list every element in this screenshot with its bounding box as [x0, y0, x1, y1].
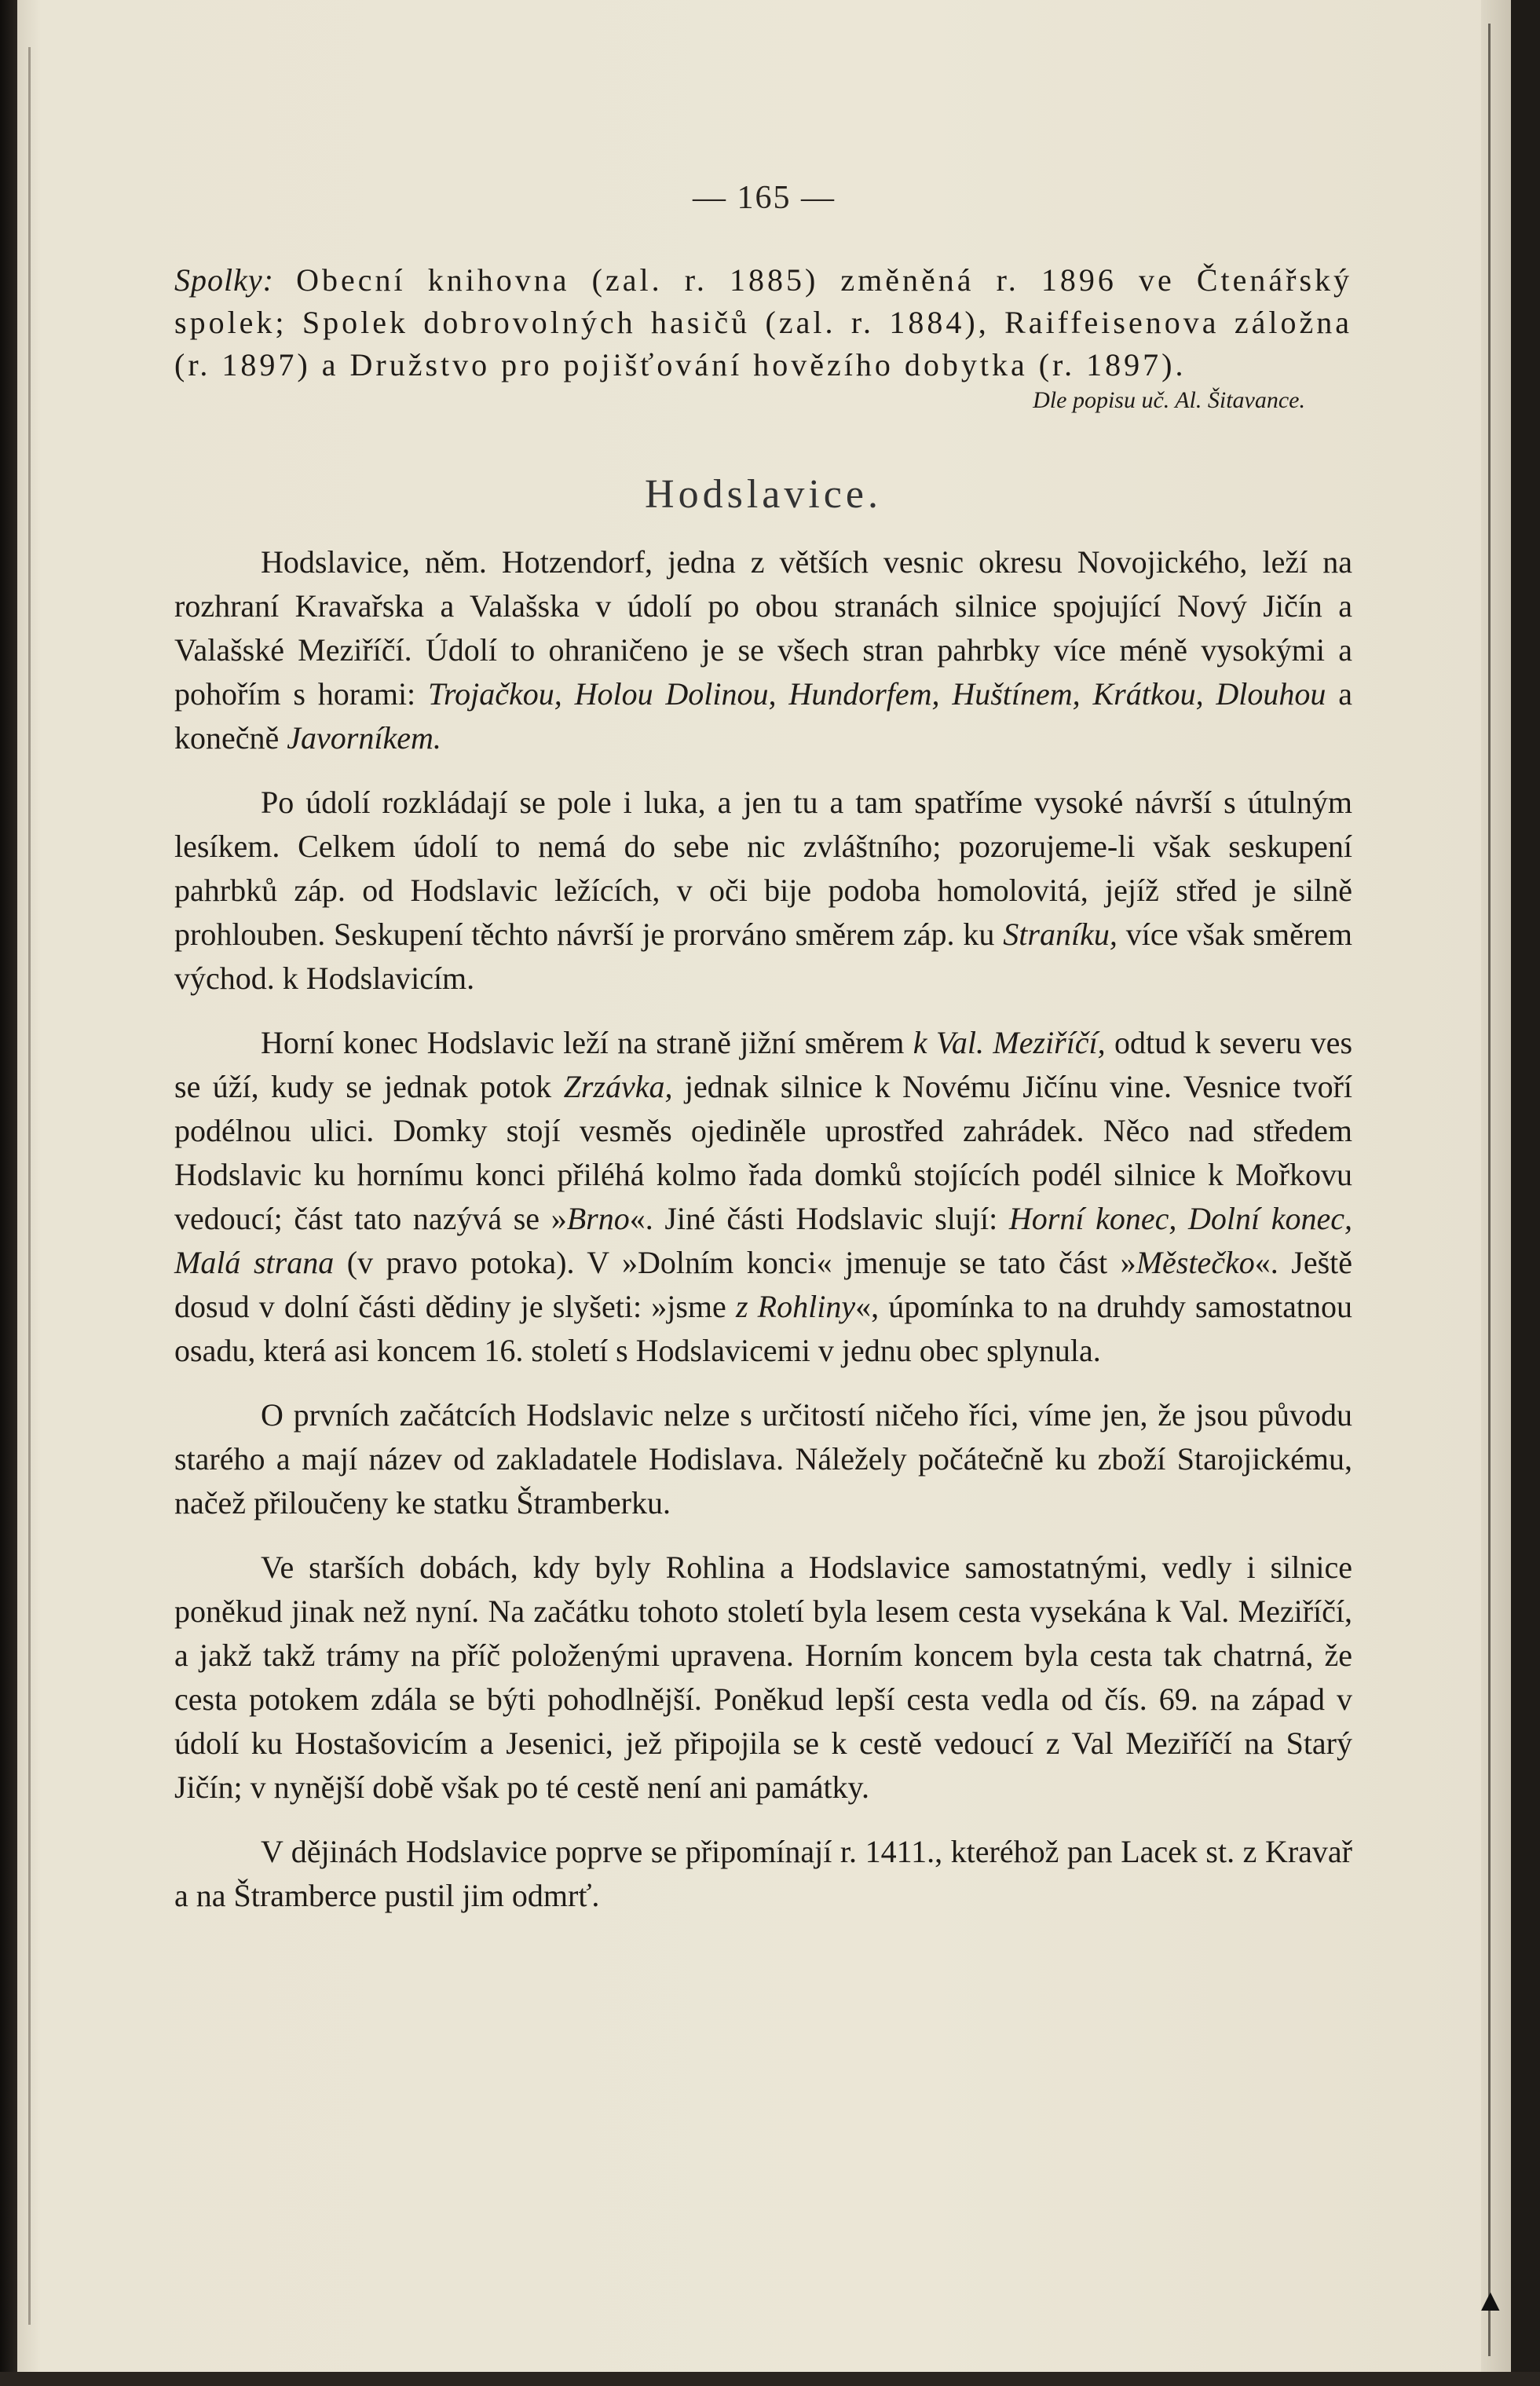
paragraph-4: O prvních začátcích Hodslavic nelze s určitostí ničeho říci, víme jen, že jsou původu starého a mají název od zakladatele Hodislava. Náležely počátečně ku zboží Starojickému, načež přiloučeny ke statku Štramberku. — [174, 1397, 1352, 1521]
p3-text-a: Horní konec Hodslavic leží na straně jižní směrem — [261, 1025, 913, 1060]
paragraph-6: V dějinách Hodslavice poprve se připomínají r. 1411., kteréhož pan Lacek st. z Kravař a na Štramberce pustil jim odmrť. — [174, 1834, 1352, 1913]
spolky-paragraph — [174, 259, 1352, 386]
paragraph-1 — [174, 540, 1352, 760]
p3-italic-1: k Val. Meziříčí, — [913, 1025, 1106, 1060]
p1-italic-2: Javorníkem. — [287, 720, 441, 756]
page-number: — 165 — — [693, 180, 836, 216]
spolky-text: Obecní knihovna (zal. r. 1885) změněná r. 1896 ve Čtenářský spolek; Spolek dobrovolných hasičů (zal. r. 1884), Raiffeisenova záložna (r. 1897) a Družstvo pro pojišťování hovězího dobytka (r. 1897). — [174, 262, 1353, 382]
p3-italic-5: Městečko — [1136, 1245, 1255, 1280]
p3-text-d: «. Jiné části Hodslavic slují: — [629, 1201, 1009, 1236]
p2-text-a: Po údolí rozkládají se pole i luka, a jen tu a tam spatříme vysoké návrší s útulným lesíkem. Celkem údolí to nemá do sebe nic zvláštního; pozorujeme-li však seskupení pahrbků záp. od Hodslavic ležících, v oči bije podoba homolovitá, jejíž střed je silně prohlouben. Seskupení těchto návrší je prorváno směrem záp. ku — [174, 785, 1352, 952]
page-right-edge — [1481, 0, 1511, 2372]
p3-italic-6: z Rohliny — [735, 1289, 856, 1324]
p3-text-e: (v pravo potoka). V »Dolním konci« jmenuje se tato část » — [334, 1245, 1136, 1280]
p3-italic-3: Brno — [566, 1201, 630, 1236]
p1-text-a: Hodslavice, něm. Hotzendorf, jedna z větších vesnic okresu Novojického, leží na rozhraní Kravařska a Valašska v údolí po obou stranách silnice spojující Nový Jičín a Valašské Meziříčí. Údolí to ohraničeno je se všech stran pahrbky více méně vysokými a pohořím s horami: — [174, 544, 1352, 712]
p3-text-c: jednak silnice k Novému Jičínu vine. Vesnice tvoří podélnou ulici. Domky stojí vesměs ojediněle uprostřed zahrádek. Něco nad středem Hodslavic ku hornímu konci přiléhá kolmo řada domků stojících podél silnice k Mořkovu vedoucí; část tato nazývá se » — [174, 1069, 1352, 1236]
p1-text-b: a konečně — [174, 676, 1352, 756]
section-heading: Hodslavice. — [645, 472, 882, 517]
gutter-shadow — [28, 47, 31, 2325]
p2-italic-1: Straníku, — [1003, 917, 1118, 952]
spolky-lead: Spolky: — [174, 262, 274, 298]
p3-italic-2: Zrzávka, — [563, 1069, 673, 1104]
paragraph-5: Ve starších dobách, kdy byly Rohlina a Hodslavice samostatnými, vedly i silnice poněkud jinak než nyní. Na začátku tohoto století byla lesem cesta vysekána k Val. Meziříčí, a jakž takž trámy na příč položenými upravena. Horním koncem byla cesta tak chatrná, že cesta potokem zdála se býti pohodlnější. Poněkud lepší cesta vedla od čís. 69. na západ v údolí ku Hostašovicím a Jesenici, jež připojila se k cestě vedoucí z Val Meziříčí na Starý Jičín; v nynější době však po té cestě není ani památky. — [174, 1550, 1352, 1805]
p3-text-b: odtud k severu ves se úží, kudy se jednak potok — [174, 1025, 1353, 1104]
p3-text-g: «, úpomínka to na druhdy samostatnou osadu, která asi koncem 16. století s Hodslavicemi v jednu obec splynula. — [174, 1289, 1353, 1368]
p2-text-b: více však směrem východ. k Hodslavicím. — [174, 917, 1353, 996]
page-edge-rule — [1488, 24, 1491, 2356]
paragraph-2 — [174, 781, 1352, 1001]
page-bottom-edge — [0, 2372, 1540, 2386]
book-page — [17, 0, 1511, 2372]
p1-italic-1: Trojačkou, Holou Dolinou, Hundorfem, Huštínem, Krátkou, Dlouhou — [428, 676, 1326, 712]
p3-italic-4: Horní konec, Dolní konec, Malá strana — [174, 1201, 1353, 1280]
attribution: Dle popisu uč. Al. Šitavance. — [1033, 387, 1305, 413]
paragraph-3 — [174, 1021, 1352, 1373]
text-block — [174, 259, 1352, 1918]
corner-mark: ▲ — [1475, 2282, 1506, 2318]
p3-text-f: «. Ještě dosud v dolní části dědiny je slyšeti: »jsme — [174, 1245, 1353, 1324]
book-binding — [0, 0, 17, 2386]
